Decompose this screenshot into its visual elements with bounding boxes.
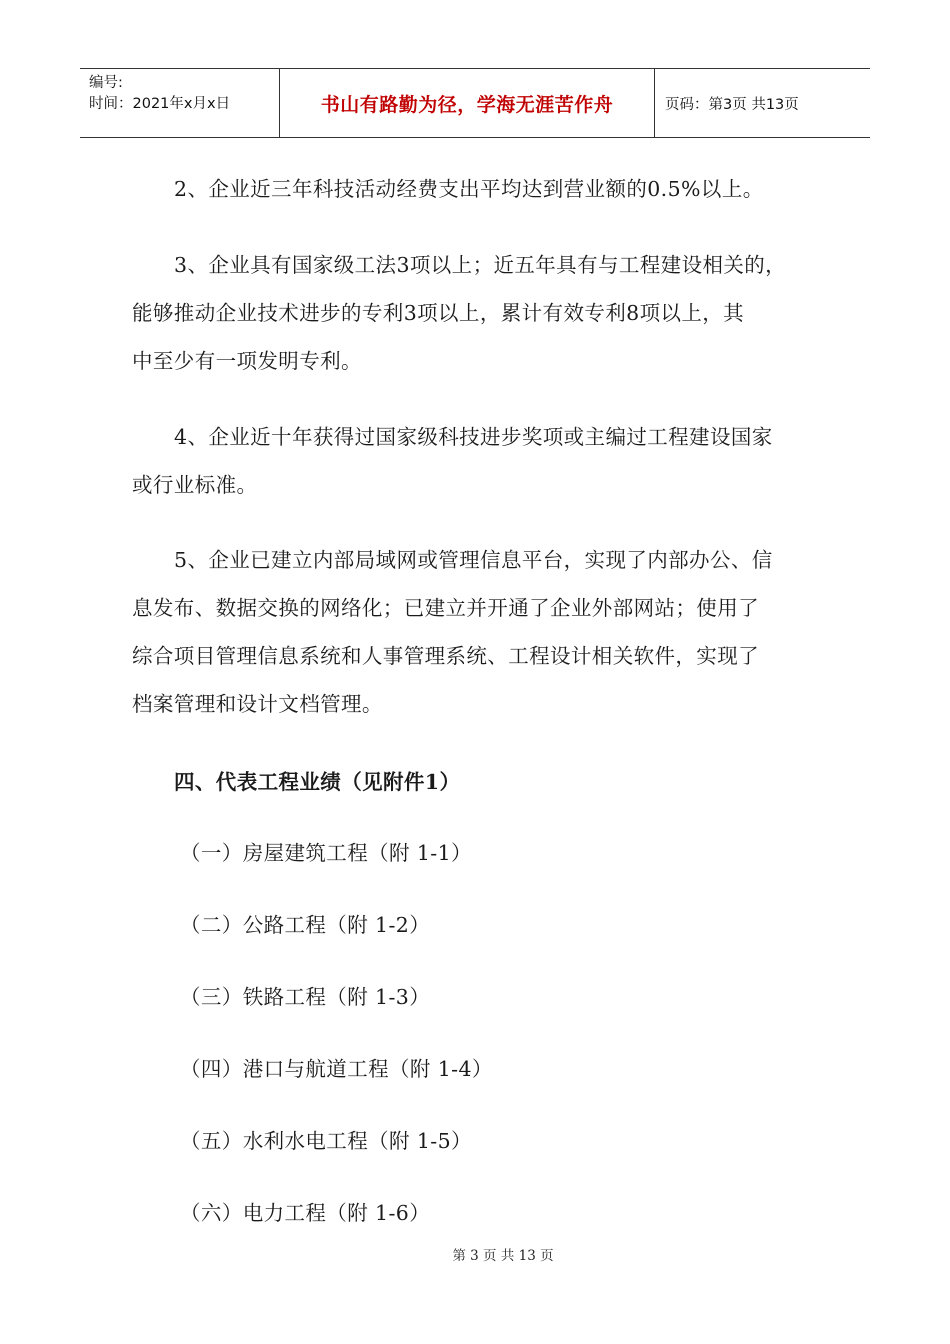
document-number-label: 编号: [89, 75, 123, 91]
header-motto: 书山有路勤为径，学海无涯苦作舟 [280, 69, 655, 137]
list-item: （二）公路工程（附 1-2） [180, 913, 431, 937]
paragraph-4 [132, 413, 832, 509]
list-item: （六）电力工程（附 1-6） [180, 1201, 431, 1225]
paragraph-line: 档案管理和设计文档管理。 [132, 692, 383, 716]
header-meta [80, 69, 280, 137]
paragraph-3 [132, 241, 832, 385]
paragraph-line: 4、企业近十年获得过国家级科技进步奖项或主编过工程建设国家 [174, 425, 773, 449]
paragraph-5 [132, 536, 832, 728]
section-heading: 四、代表工程业绩（见附件1） [174, 770, 461, 794]
paragraph-line: 能够推动企业技术进步的专利3项以上，累计有效专利8项以上，其 [132, 301, 745, 325]
paragraph-line: 2、企业近三年科技活动经费支出平均达到营业额的0.5%以上。 [174, 177, 764, 201]
paragraph-2 [132, 165, 832, 213]
paragraph-line: 息发布、数据交换的网络化；已建立并开通了企业外部网站；使用了 [132, 596, 759, 620]
document-time-label: 时间：2021年x月x日 [89, 96, 231, 112]
paragraph-line: 中至少有一项发明专利。 [132, 349, 362, 373]
header-page-info: 页码：第3页 共13页 [665, 96, 799, 113]
paragraph-line: 或行业标准。 [132, 473, 258, 497]
list-item: （四）港口与航道工程（附 1-4） [180, 1057, 493, 1081]
list-item: （一）房屋建筑工程（附 1-1） [180, 841, 472, 865]
paragraph-line: 综合项目管理信息系统和人事管理系统、工程设计相关软件，实现了 [132, 644, 759, 668]
page-header [80, 68, 870, 138]
list-item: （三）铁路工程（附 1-3） [180, 985, 431, 1009]
paragraph-line: 5、企业已建立内部局域网或管理信息平台，实现了内部办公、信 [174, 548, 773, 572]
paragraph-line: 3、企业具有国家级工法3项以上；近五年具有与工程建设相关的， [174, 253, 787, 277]
list-item: （五）水利水电工程（附 1-5） [180, 1129, 472, 1153]
page-footer: 第 3 页 共 13 页 [452, 1248, 554, 1264]
